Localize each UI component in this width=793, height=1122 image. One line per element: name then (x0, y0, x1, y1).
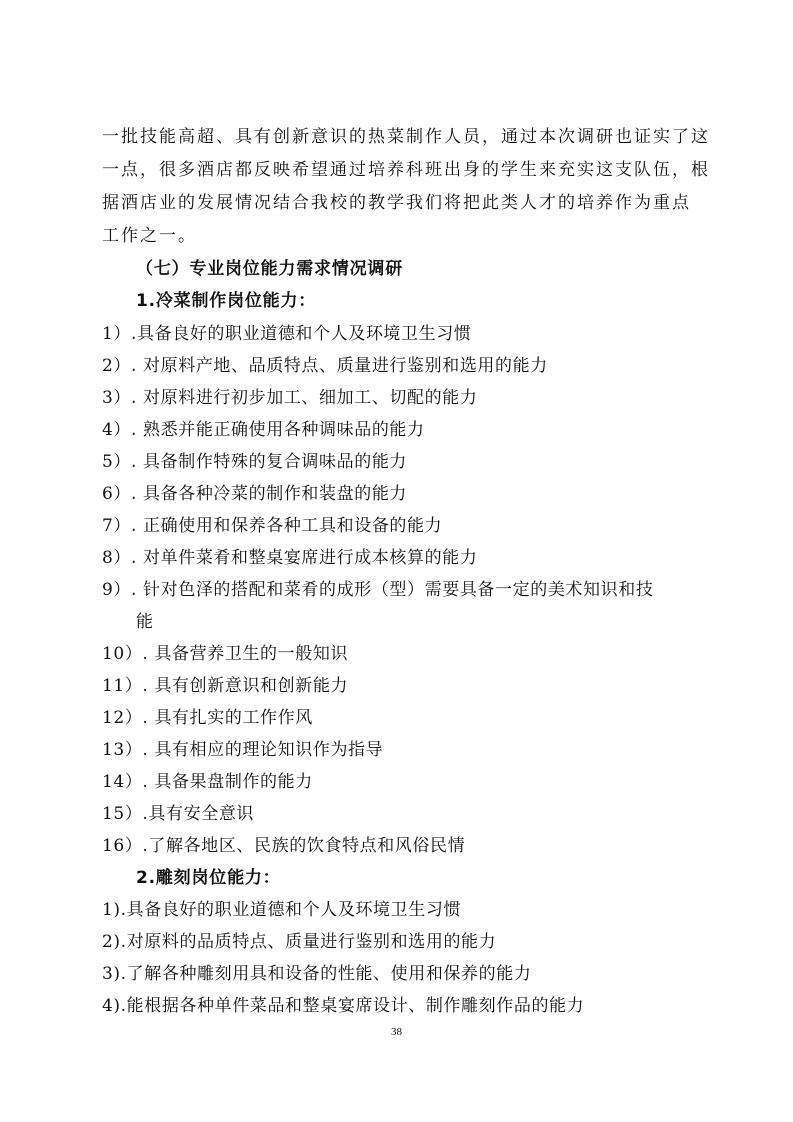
intro-line-1: 一批技能高超、具有创新意识的热菜制作人员，通过本次调研也证实了这 (102, 127, 710, 147)
list-item: 12）. 具有扎实的工作作风 (102, 708, 313, 728)
subsection-1-title: 1.冷菜制作岗位能力： (136, 291, 317, 311)
list-item: 2).对原料的品质特点、质量进行鉴别和选用的能力 (102, 932, 497, 952)
list-item: 15）.具有安全意识 (102, 804, 255, 824)
list-item: 5）. 具备制作特殊的复合调味品的能力 (102, 452, 408, 472)
list-item: 1).具备良好的职业道德和个人及环境卫生习惯 (102, 900, 462, 920)
list-item: 13）. 具有相应的理论知识作为指导 (102, 740, 384, 760)
list-item: 4）. 熟悉并能正确使用各种调味品的能力 (102, 420, 425, 440)
list-item: 6）. 具备各种冷菜的制作和装盘的能力 (102, 484, 408, 504)
list-item-continuation: 能 (136, 612, 154, 632)
list-item: 9）. 针对色泽的搭配和菜肴的成形（型）需要具备一定的美术知识和技 (102, 580, 654, 600)
list-item: 16）.了解各地区、民族的饮食特点和风俗民情 (102, 836, 466, 856)
intro-line-2: 一点，很多酒店都反映希望通过培养科班出身的学生来充实这支队伍，根 (102, 160, 710, 180)
list-item: 4).能根据各种单件菜品和整桌宴席设计、制作雕刻作品的能力 (102, 996, 585, 1016)
list-item: 8）. 对单件菜肴和整桌宴席进行成本核算的能力 (102, 548, 478, 568)
list-item: 7）. 正确使用和保养各种工具和设备的能力 (102, 516, 443, 536)
list-item: 10）. 具备营养卫生的一般知识 (102, 644, 349, 664)
page-number: 38 (391, 1026, 402, 1038)
section-heading: （七）专业岗位能力需求情况调研 (136, 259, 403, 279)
list-item: 11）. 具有创新意识和创新能力 (102, 676, 349, 696)
intro-line-3: 据酒店业的发展情况结合我校的教学我们将把此类人才的培养作为重点 (102, 193, 691, 213)
subsection-2-title: 2.雕刻岗位能力： (136, 868, 281, 888)
list-item: 3）. 对原料进行初步加工、细加工、切配的能力 (102, 388, 478, 408)
list-item: 3).了解各种雕刻用具和设备的性能、使用和保养的能力 (102, 964, 532, 984)
intro-line-4: 工作之一。 (102, 226, 197, 246)
list-item: 14）. 具备果盘制作的能力 (102, 772, 313, 792)
list-item: 2）. 对原料产地、品质特点、质量进行鉴别和选用的能力 (102, 356, 548, 376)
list-item: 1）.具备良好的职业道德和个人及环境卫生习惯 (102, 324, 472, 344)
